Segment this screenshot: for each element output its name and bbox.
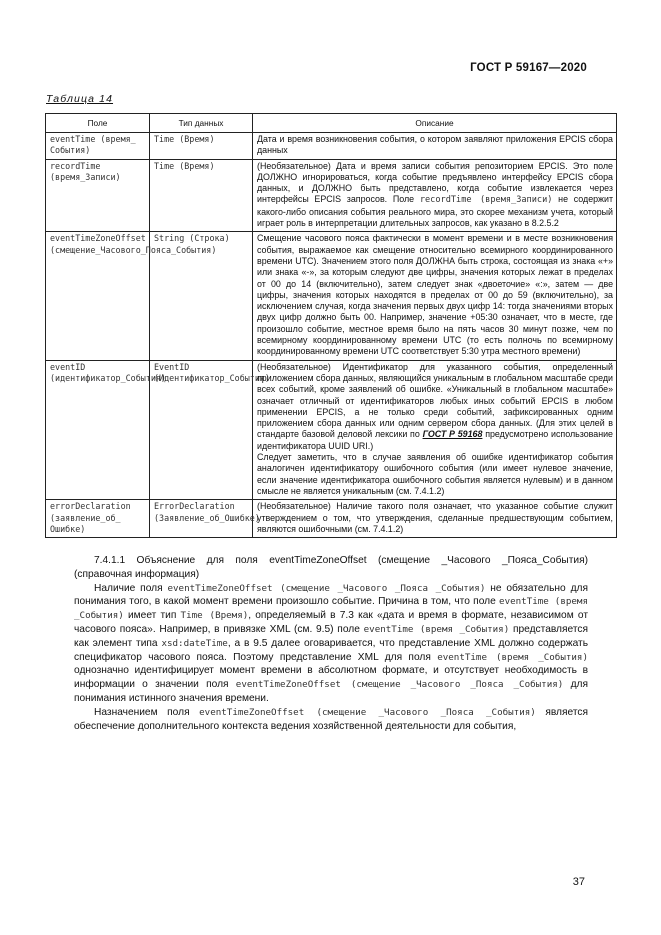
field-cell: eventID (идентификатор_События) (46, 360, 150, 500)
type-cell: Time (Время) (150, 159, 253, 232)
text-run: для понимания истинного значения времени. (74, 679, 588, 704)
table-header-row (46, 114, 617, 133)
table-row (46, 232, 617, 360)
description-cell (253, 360, 617, 500)
description-text: предусмотрено использование идентификатора UUID URI.) (257, 429, 613, 451)
table-row (46, 360, 617, 500)
column-header-field: Поле (46, 114, 150, 133)
inline-code: eventTime (время _События) (437, 651, 588, 663)
table-row (46, 133, 617, 160)
field-cell: errorDeclaration (заявление_об_ Ошибке) (46, 500, 150, 538)
text-run: Назначением поля (94, 706, 200, 718)
table-caption: Таблица 14 (46, 93, 114, 105)
text-run: однозначно идентифицирует момент времени в абсолютном формате, и отсутствует необходимость в информации о значении поля (74, 665, 588, 691)
page-number: 37 (572, 876, 585, 888)
inline-code: Time (Время) (180, 610, 249, 622)
description-cell (253, 159, 617, 232)
type-cell: String (Строка) (150, 232, 253, 360)
text-run: , определяемый в 7.3 как «дата и время в формате, независимом от часового пояса». Например, в привязке XML (см. 9.5) поле (74, 610, 588, 635)
description-text: (Необязательное) Дата и время записи события репозиторием EPCIS. Это поле ДОЛЖНО игнорироваться, когда событие предъявлено интерфейсу EPCIS сбора данных, и ДОЛЖНО быть представлено, когда событие извлекается через интерфейсы EPCIS запросов. Поле (257, 160, 613, 205)
text-run: Наличие поля (94, 582, 168, 594)
description-cell: (Необязательное) Наличие такого поля означает, что указанное событие служит утверждением о том, что утверждения, сделанные предшествующим событием, являются ошибочными (см. 7.4.1.2) (253, 500, 617, 538)
section-heading: 7.4.1.1 Объяснение для поля eventTimeZoneOffset (смещение _Часового _Пояса_События) (справочная информация) (74, 555, 588, 580)
standard-header: ГОСТ Р 59167—2020 (470, 62, 587, 74)
text-run: не обязательно для понимания того, в какой момент времени произошло событие. Причина в том, что поле (74, 582, 588, 608)
inline-code: eventTimeZoneOffset (смещение _Часового _Пояса _События) (199, 706, 536, 718)
column-header-description: Описание (253, 114, 617, 133)
text-run: представляется как элемент типа (74, 623, 588, 649)
description-cell: Смещение часового пояса фактически в момент времени и в месте возникновения события, выражаемое как смещение относительно всемирного координированного времени UTC). Значением этого поля ДОЛЖНА быть строка, состоящая из знака «+» или знака «-», за которым следуют две цифры, значения которых лежат в пределах от 00 до 14 (включительно), затем следует знак «двоеточие» «:», затем — две цифры, значения которых находятся в пределах от 00 до 59 (включительно), за исключением случая, когда значения первых двух цифр 14: тогда значениями вторых двух цифр должно быть 00. Например, значение +05:30 означает, что в месте, где произошло событие, местное время было на пять часов 30 минут позже, чем по всемирному координированному времени UTC (то есть полночь по всемирному координированному времени UTC соответствует 5:30 утра местного времени) (253, 232, 617, 360)
fields-table (45, 113, 617, 538)
inline-code: eventTimeZoneOffset (смещение _Часового _Пояса _События) (167, 582, 486, 594)
text-run: , а в 9.5 далее оговаривается, что представление XML должно содержать спецификатор часового пояса. Поэтому представление XML для поля (74, 637, 588, 663)
description-text: (Необязательное) Идентификатор для указанного события, определенный приложением сбора данных, являющийся уникальным в глобальном масштабе среди всех событий, кроме заявлений об ошибке. «Уникальный в глобальном масштабе» означает отличный от идентификаторов любых иных событий EPCIS в любом применении EPCIS, а не только среди событий, зафиксированных одним приложением сбора данных или одним сервером сбора данных. (Для этих целей в стандарте базовой деловой лексики по (257, 361, 613, 440)
field-cell: recordTime (время_Записи) (46, 159, 150, 232)
inline-code: eventTime (время _События) (74, 596, 588, 622)
description-text: не содержит какого-либо описания события реального мира, это скорее механизм учета, который играет роль в интерпретации длительных запросов, как указано в 8.2.5.2 (257, 194, 614, 229)
paragraph (74, 582, 588, 706)
table-row (46, 159, 617, 232)
table-row (46, 500, 617, 538)
inline-code: xsd:dateTime (161, 637, 228, 649)
standard-reference-link[interactable]: ГОСТ Р 59168 (422, 429, 483, 440)
text-run: является обеспечение дополнительного контекста ведения хозяйственной деятельности для события, (74, 706, 588, 732)
type-cell: Time (Время) (150, 133, 253, 160)
text-run: имеет тип (123, 610, 181, 622)
inline-code: eventTime (время _События) (363, 623, 510, 635)
type-cell: EventID (Идентификатор_События) (150, 360, 253, 500)
field-cell: eventTime (время_ События) (46, 133, 150, 160)
paragraph (74, 706, 588, 734)
inline-code: recordTime (время_Записи) (419, 195, 553, 206)
inline-code: eventTimeZoneOffset (смещение _Часового _Пояса _События) (235, 679, 564, 691)
description-text: Следует заметить, что в случае заявления об ошибке идентификатор события аналогичен идентификатору ошибочного события (или имеет нулевое значение, если значение идентификатора ошибочного события является нулевым) и в данном смысле не является уникальным (см. 7.4.1.2) (257, 452, 613, 496)
body-text (74, 554, 588, 733)
field-cell: eventTimeZoneOffset (смещение_Часового_Пояса_События) (46, 232, 150, 360)
column-header-type: Тип данных (150, 114, 253, 133)
type-cell: ErrorDeclaration (Заявление_об_Ошибке) (150, 500, 253, 538)
description-cell: Дата и время возникновения события, о котором заявляют приложения EPCIS сбора данных (253, 133, 617, 160)
